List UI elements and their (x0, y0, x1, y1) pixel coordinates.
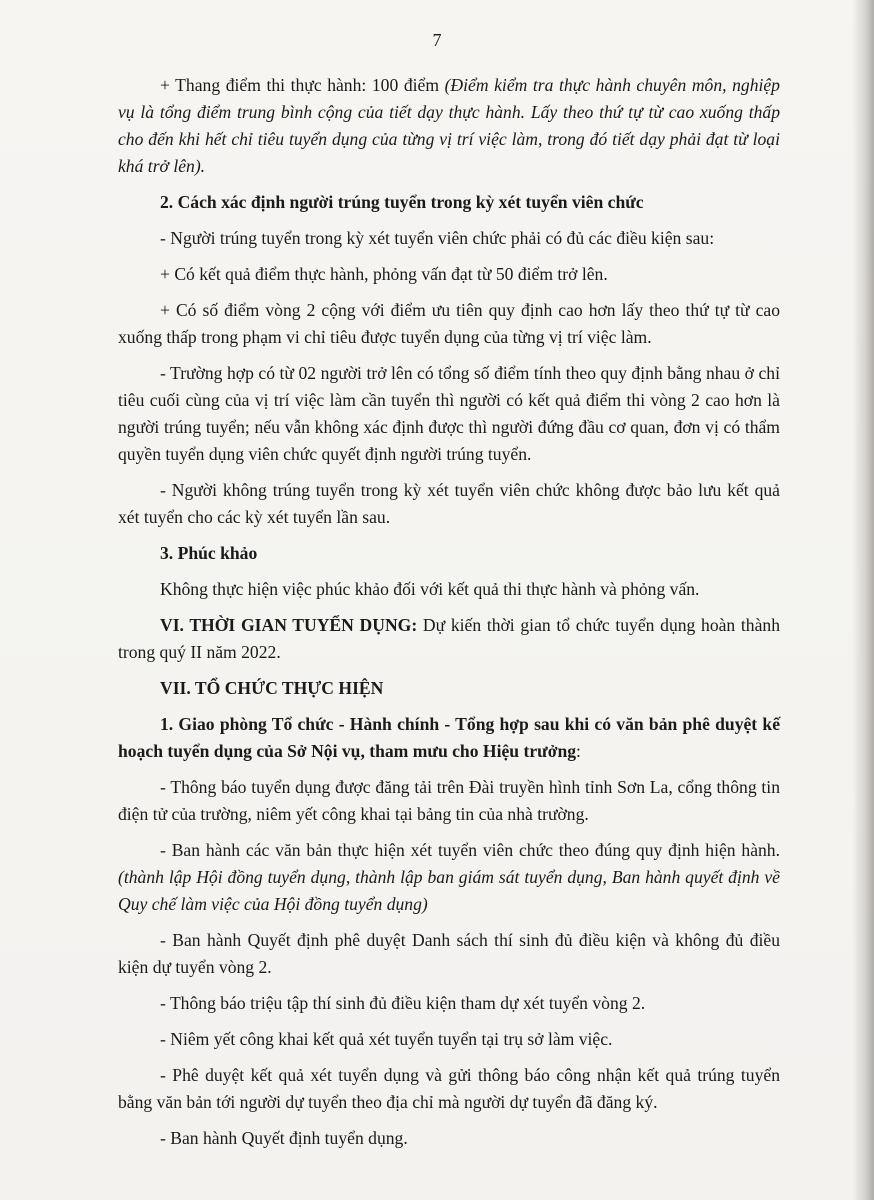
recruitment-time (118, 612, 780, 666)
practical-score-scale (118, 72, 780, 180)
assignment-heading (118, 711, 780, 765)
text-run: - Ban hành các văn bản thực hiện xét tuyển viên chức theo đúng quy định hiện hành. (160, 840, 780, 860)
paragraph: + Có kết quả điểm thực hành, phỏng vấn đạt từ 50 điểm trở lên. (160, 264, 608, 284)
section-label: VI. THỜI GIAN TUYỂN DỤNG: (160, 615, 418, 635)
paragraph: - Ban hành Quyết định phê duyệt Danh sách thí sinh đủ điều kiện và không đủ điều kiện dự tuyển vòng 2. (118, 930, 780, 977)
paragraph: Không thực hiện việc phúc khảo đối với kết quả thi thực hành và phỏng vấn. (160, 579, 700, 599)
text-run: Dự kiến thời gian tổ chức tuyển dụng hoàn thành trong quý II năm 2022. (118, 615, 780, 662)
text-run: : (576, 741, 581, 761)
paragraph: + Có số điểm vòng 2 cộng với điểm ưu tiên quy định cao hơn lấy theo thứ tự từ cao xuống thấp trong phạm vi chỉ tiêu được tuyển dụng của từng vị trí việc làm. (118, 300, 780, 347)
section-heading: 3. Phúc khảo (160, 543, 258, 563)
bold-run: 1. Giao phòng Tổ chức - Hành chính - Tổng hợp sau khi có văn bản phê duyệt kế hoạch tuyển dụng của Sở Nội vụ, tham mưu cho Hiệu trưởng (118, 714, 780, 761)
paragraph: - Người trúng tuyển trong kỳ xét tuyển viên chức phải có đủ các điều kiện sau: (160, 228, 715, 248)
page-number: 7 (432, 30, 442, 50)
paragraph: - Trường hợp có từ 02 người trở lên có tổng số điểm tính theo quy định bằng nhau ở chỉ tiêu cuối cùng của vị trí việc làm cần tuyển thì người có kết quả điểm thi vòng 2 cao hơn là người trúng tuyển; nếu vẫn không xác định được thì người đứng đầu cơ quan, đơn vị có thẩm quyền tuyển dụng viên chức quyết định người trúng tuyển. (118, 363, 780, 464)
paragraph (118, 837, 780, 918)
italic-note: (thành lập Hội đồng tuyển dụng, thành lập ban giám sát tuyển dụng, Ban hành quyết định về Quy chế làm việc của Hội đồng tuyển dụng) (118, 867, 780, 914)
paragraph: - Người không trúng tuyển trong kỳ xét tuyển viên chức không được bảo lưu kết quả xét tuyển cho các kỳ xét tuyển lần sau. (118, 480, 780, 527)
italic-note: (Điểm kiểm tra thực hành chuyên môn, nghiệp vụ là tổng điểm trung bình cộng của tiết dạy thực hành. Lấy theo thứ tự từ cao xuống thấp cho đến khi hết chỉ tiêu tuyển dụng của từng vị trí việc làm, trong đó tiết dạy phải đạt từ loại khá trở lên). (118, 75, 780, 176)
paragraph: - Thông báo triệu tập thí sinh đủ điều kiện tham dự xét tuyển vòng 2. (160, 993, 646, 1013)
page-edge-shadow (852, 0, 874, 1200)
document-body (118, 72, 780, 1161)
section-heading: 2. Cách xác định người trúng tuyển trong kỳ xét tuyển viên chức (160, 192, 644, 212)
section-heading: VII. TỔ CHỨC THỰC HIỆN (160, 678, 384, 698)
paragraph: - Thông báo tuyển dụng được đăng tải trên Đài truyền hình tỉnh Sơn La, cổng thông tin điện tử của trường, niêm yết công khai tại bảng tin của nhà trường. (118, 777, 780, 824)
paragraph: - Phê duyệt kết quả xét tuyển dụng và gửi thông báo công nhận kết quả trúng tuyển bằng văn bản tới người dự tuyển theo địa chỉ mà người dự tuyển đã đăng ký. (118, 1065, 780, 1112)
paragraph: - Ban hành Quyết định tuyển dụng. (160, 1128, 408, 1148)
text-run: + Thang điểm thi thực hành: 100 điểm (160, 75, 445, 95)
paragraph: - Niêm yết công khai kết quả xét tuyển tuyển tại trụ sở làm việc. (160, 1029, 613, 1049)
